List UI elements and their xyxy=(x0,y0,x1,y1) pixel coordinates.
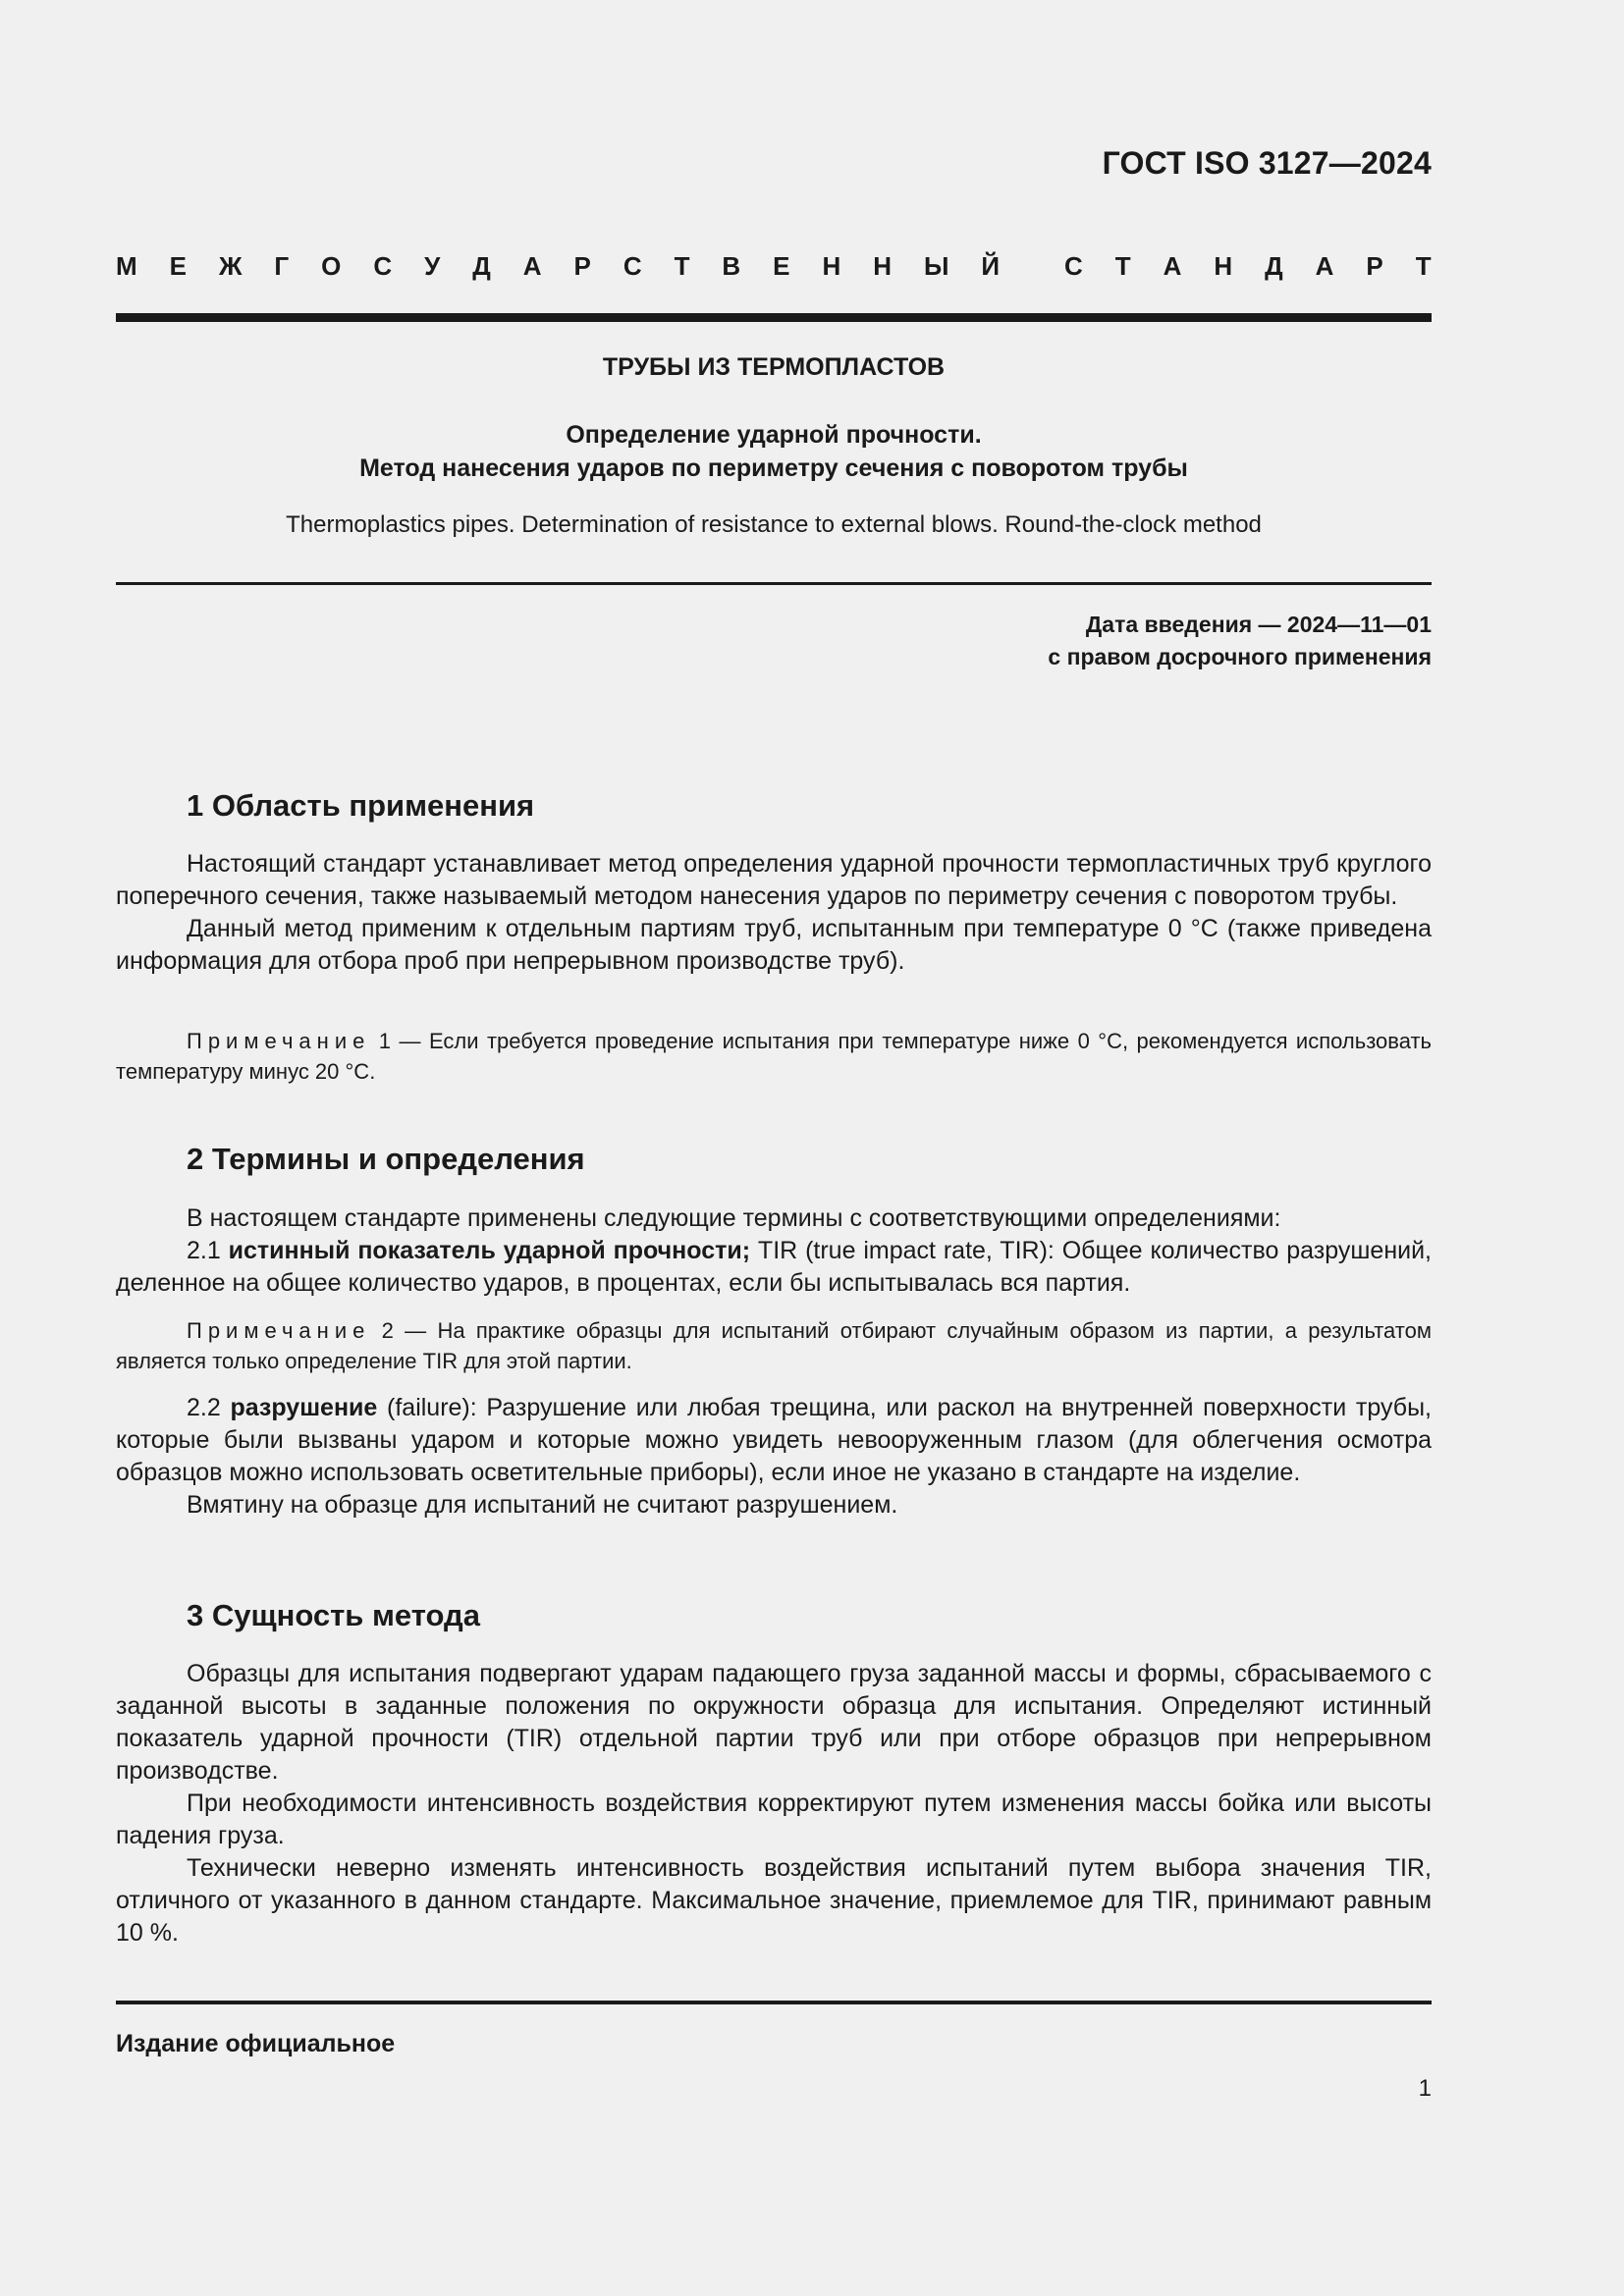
paragraph: Технически неверно изменять интенсивность воздействия испытаний путем выбора значения TIR, отличного от указанного в данном стандарте. Максимальное значение, приемлемое для TIR, принимают равным 10 %. xyxy=(116,1854,1432,1947)
note-label: Примечание xyxy=(187,1318,371,1343)
standard-type-letter: О xyxy=(321,251,342,281)
english-title: Thermoplastics pipes. Determination of resistance to external blows. Round-the-clock method xyxy=(286,511,1262,538)
subtitle-line: Определение ударной прочности. xyxy=(566,421,982,449)
note-text: 1 — Если требуется проведение испытания при температуре ниже 0 °С, рекомендуется использовать температуру минус 20 °С. xyxy=(116,1029,1432,1084)
standard-type-letter: Г xyxy=(274,251,290,281)
section-heading: 3 Сущность метода xyxy=(187,1598,480,1632)
document-page xyxy=(116,0,1432,2296)
term-definition xyxy=(116,1235,1432,1300)
standard-type-letter: А xyxy=(1315,251,1334,281)
term-number: 2.1 xyxy=(187,1237,229,1264)
standard-type-letter: Т xyxy=(1415,251,1432,281)
intro-date-line: Дата введения — 2024—11—01 xyxy=(1085,612,1432,637)
standard-type-letter: Е xyxy=(169,251,187,281)
standard-type-letter: Д xyxy=(1265,251,1283,281)
standard-type-letter: С xyxy=(1064,251,1083,281)
standard-type-letter: М xyxy=(116,251,137,281)
term-definition xyxy=(116,1392,1432,1489)
paragraph: Настоящий стандарт устанавливает метод определения ударной прочности термопластичных труб круглого поперечного сечения, также называемый методом нанесения ударов по периметру сечения с поворотом трубы. xyxy=(116,850,1432,910)
edition-label: Издание официальное xyxy=(116,2030,396,2057)
standard-type-letter: А xyxy=(1163,251,1182,281)
section-body xyxy=(116,1392,1432,1522)
standard-type-letter: Д xyxy=(472,251,491,281)
document-title: ТРУБЫ ИЗ ТЕРМОПЛАСТОВ xyxy=(602,353,946,381)
standard-type-letter: Р xyxy=(573,251,591,281)
paragraph: В настоящем стандарте применены следующие термины с соответствующими определениями: xyxy=(187,1204,1281,1232)
page-number: 1 xyxy=(1418,2075,1432,2102)
section-heading: 2 Термины и определения xyxy=(187,1142,585,1176)
document-subtitle xyxy=(116,418,1432,485)
standard-type-letter: Н xyxy=(873,251,893,281)
paragraph: Вмятину на образце для испытаний не считают разрушением. xyxy=(187,1491,898,1519)
standard-type-letter: Н xyxy=(822,251,841,281)
standard-type-letter: А xyxy=(522,251,542,281)
term-text: TIR (true impact rate, TIR): Общее количество разрушений, деленное на общее количество ударов, в процентах, если бы испытывалась вся партия. xyxy=(116,1237,1432,1297)
note-text: 2 — На практике образцы для испытаний отбирают случайным образом из партии, а результатом является только определение TIR для этой партии. xyxy=(116,1318,1432,1373)
term-text: (failure): Разрушение или любая трещина, или раскол на внутренней поверхности трубы, которые были вызваны ударом и которые можно увидеть невооруженным глазом (для облегчения осмотра образцов можно использовать осветительные приборы), если иное не указано в стандарте на изделие. xyxy=(116,1394,1432,1486)
footer-divider xyxy=(116,2001,1432,2004)
term-number: 2.2 xyxy=(187,1394,231,1421)
standard-type-letter: Ж xyxy=(218,251,243,281)
standard-type-heading xyxy=(116,251,1432,282)
note-paragraph xyxy=(116,1026,1432,1087)
section-heading: 1 Область применения xyxy=(187,788,535,823)
intro-date-line: с правом досрочного применения xyxy=(1048,644,1432,669)
title-divider xyxy=(116,582,1432,585)
standard-type-letter: С xyxy=(373,251,393,281)
standard-type-letter: Т xyxy=(1114,251,1131,281)
standard-type-letter: Е xyxy=(773,251,790,281)
note xyxy=(116,1026,1432,1087)
standard-type-letter: Н xyxy=(1214,251,1233,281)
standard-type-letter: С xyxy=(623,251,642,281)
paragraph: Данный метод применим к отдельным партиям труб, испытанным при температуре 0 °С (также приведена информация для отбора проб при непрерывном производстве труб). xyxy=(116,915,1432,975)
note-label: Примечание xyxy=(187,1029,371,1053)
section-body xyxy=(116,848,1432,978)
standard-type-letter: У xyxy=(424,251,441,281)
document-id: ГОСТ ISO 3127—2024 xyxy=(1102,145,1432,181)
section-body xyxy=(116,1658,1432,1949)
standard-type-letter: Т xyxy=(674,251,690,281)
subtitle-line: Метод нанесения ударов по периметру сечения с поворотом трубы xyxy=(359,454,1188,482)
standard-type-letter: Ы xyxy=(923,251,949,281)
note xyxy=(116,1315,1432,1376)
standard-type-letter: Й xyxy=(981,251,1001,281)
introduction-date xyxy=(1048,609,1432,673)
standard-type-letter: Р xyxy=(1366,251,1383,281)
term-name: разрушение xyxy=(230,1394,378,1421)
paragraph: Образцы для испытания подвергают ударам падающего груза заданной массы и формы, сбрасываемого с заданной высоты в заданные положения по окружности образца для испытания. Определяют истинный показатель ударной прочности (TIR) отдельной партии труб или при отборе образцов при непрерывном производстве. xyxy=(116,1660,1432,1785)
term-name: истинный показатель ударной прочности; xyxy=(228,1237,751,1264)
standard-type-letter: В xyxy=(722,251,741,281)
note-paragraph xyxy=(116,1315,1432,1376)
section-body xyxy=(116,1202,1432,1300)
paragraph: При необходимости интенсивность воздействия корректируют путем изменения массы бойка или высоты падения груза. xyxy=(116,1789,1432,1849)
header-divider xyxy=(116,313,1432,322)
